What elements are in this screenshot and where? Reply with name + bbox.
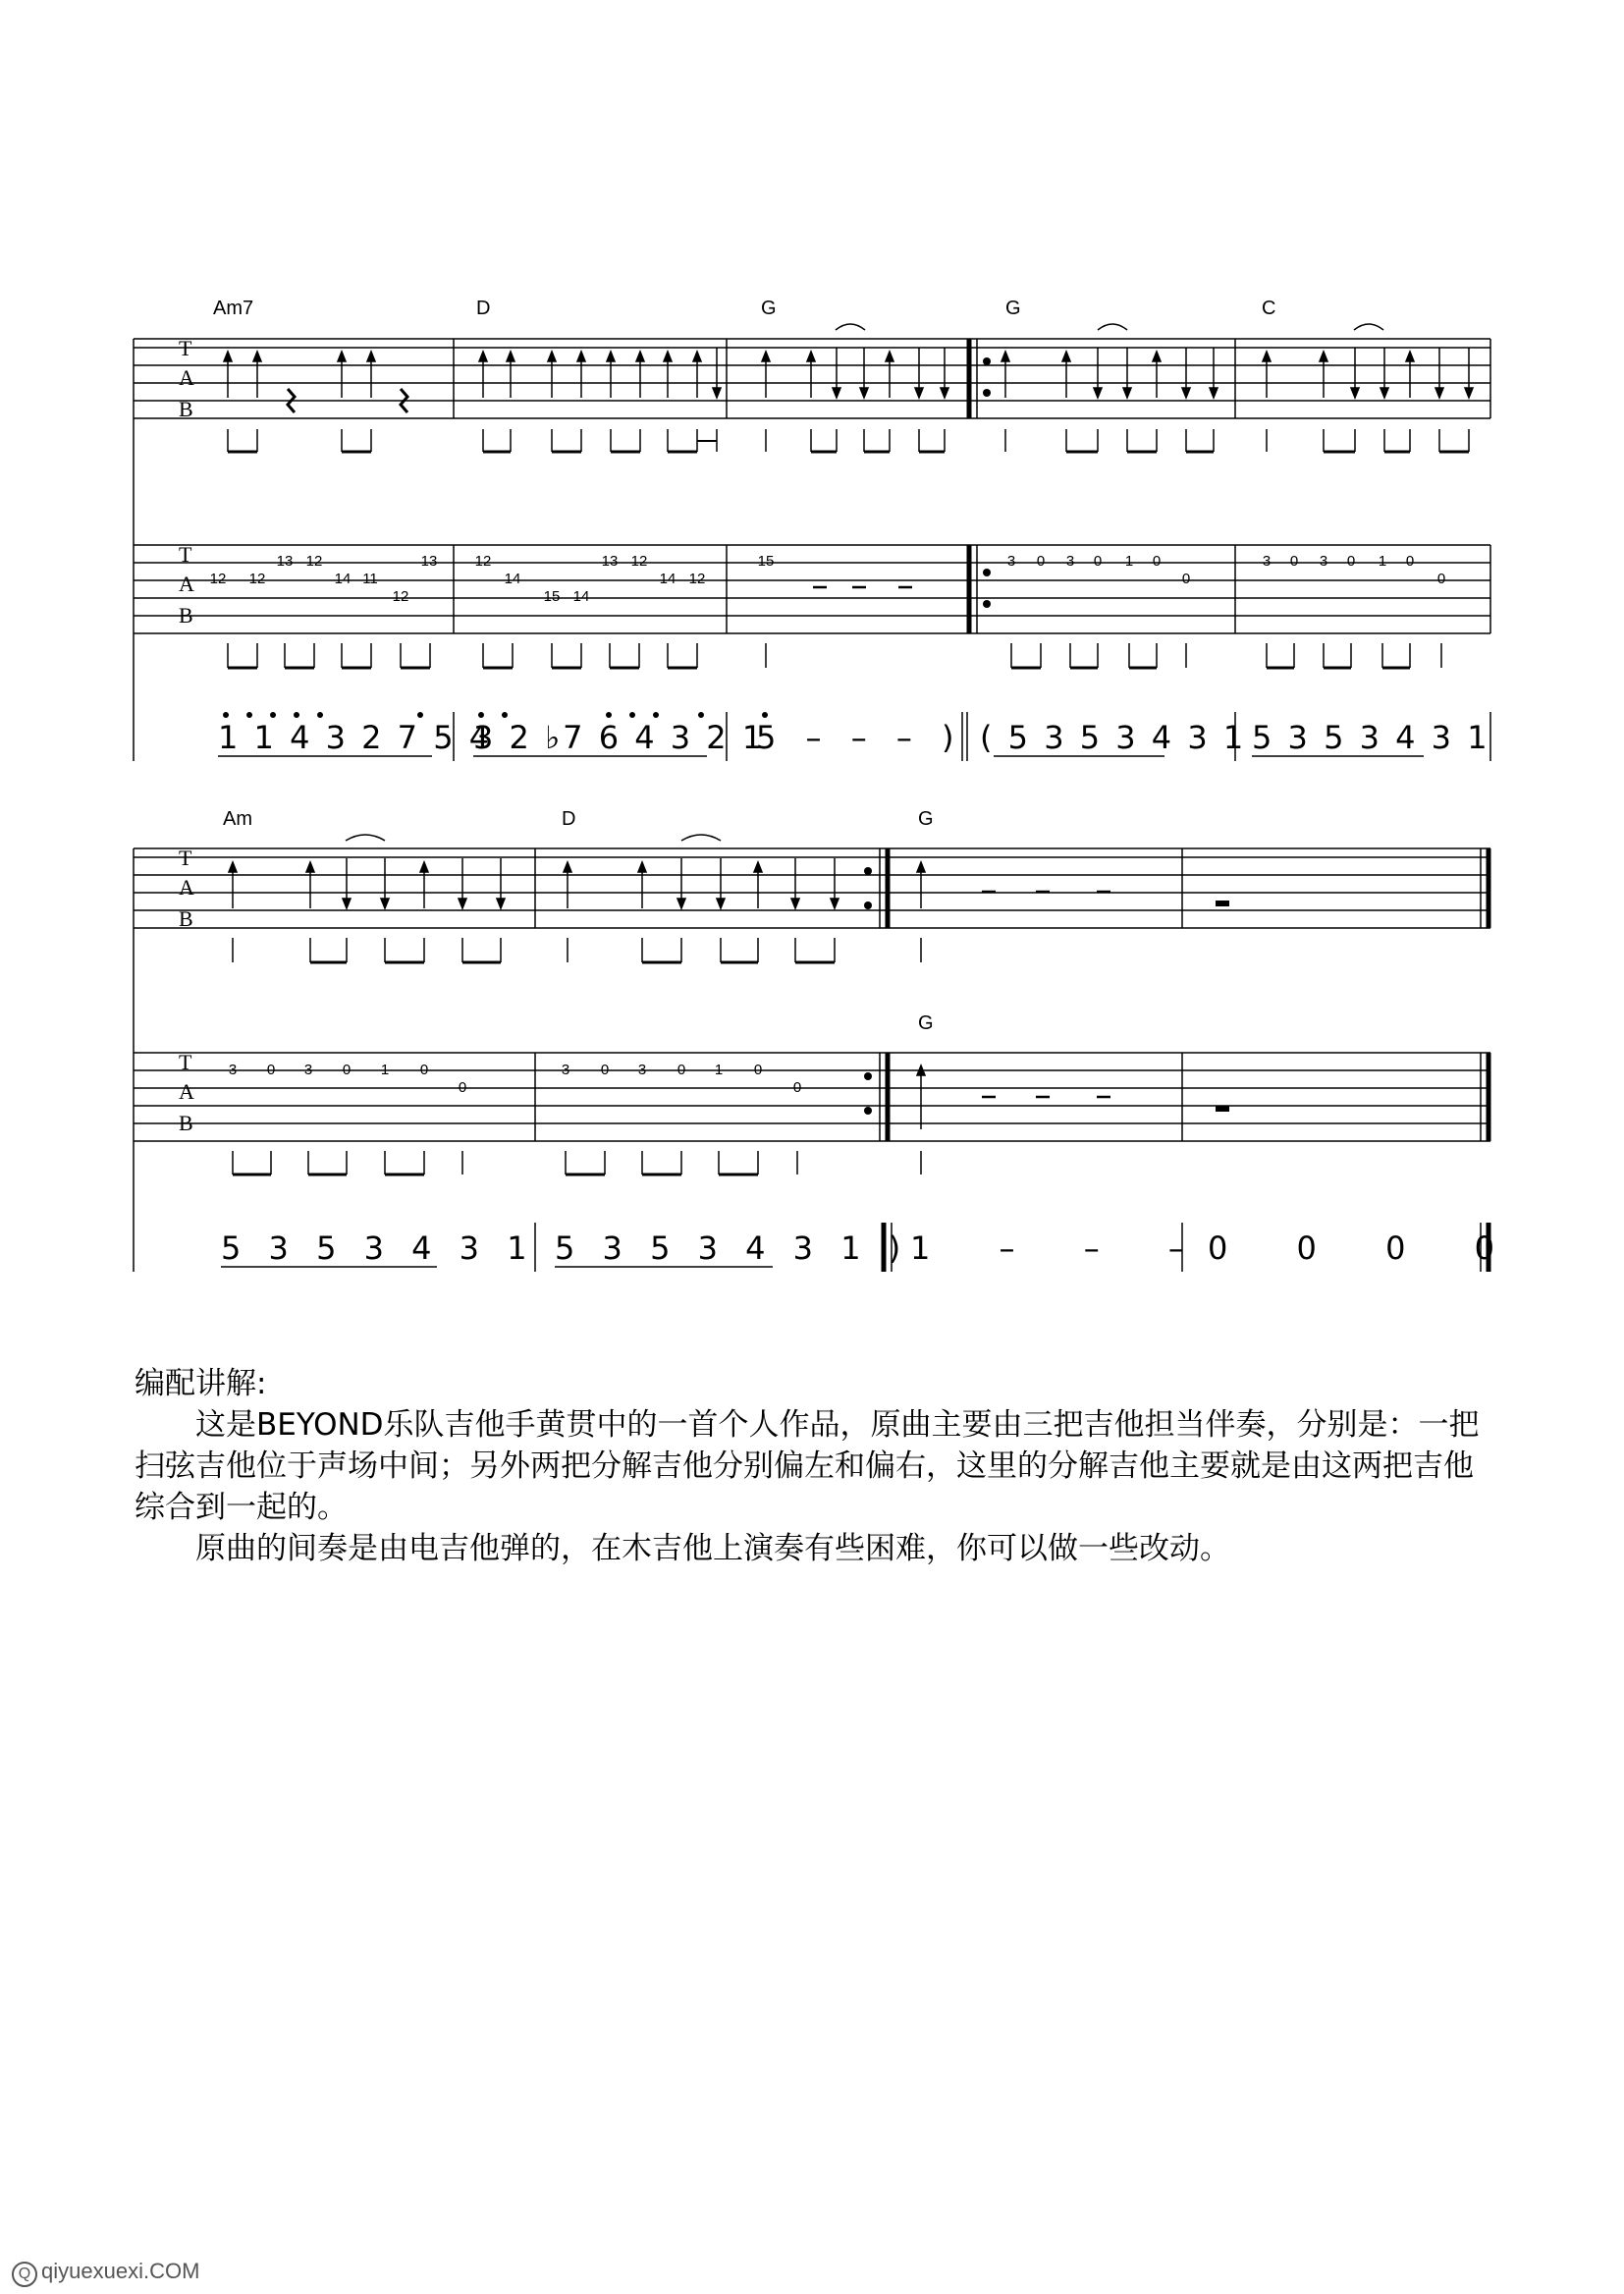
arrow-head — [497, 899, 505, 908]
chord-name: D — [562, 808, 576, 830]
arrangement-notes — [135, 1363, 1489, 1569]
arrow-head — [1380, 388, 1388, 398]
fret-number: 12 — [248, 571, 266, 587]
fret-number: 3 — [637, 1062, 647, 1078]
arrow-head — [860, 388, 868, 398]
jianpu-measure: 3 2 ♭7 6 4 3 2 1 — [473, 719, 766, 756]
tab-clefs — [179, 336, 194, 1135]
whole-rest — [1216, 901, 1229, 906]
rests — [813, 587, 1110, 1097]
tab-label-t: T — [179, 1050, 192, 1074]
fret-number: 0 — [677, 1062, 686, 1078]
arrow-head — [917, 1065, 925, 1075]
logo-icon: Q — [12, 2262, 37, 2287]
jianpu-measure: 5 – – – ) — [756, 719, 964, 756]
rhythm-stems — [228, 429, 1469, 1174]
fret-number: 15 — [543, 588, 561, 605]
jianpu-measure: 1 – – – — [910, 1229, 1214, 1267]
ties — [346, 324, 1383, 841]
chord-name: D — [476, 298, 491, 319]
tab-label-a: A — [179, 875, 194, 900]
tab-label-b: B — [179, 603, 193, 628]
tab-label-a: A — [179, 572, 194, 596]
fret-number: 1 — [714, 1062, 724, 1078]
chord-name: G — [1005, 298, 1021, 319]
notes-heading: 编配讲解: — [135, 1366, 267, 1401]
arrow-head — [1406, 352, 1414, 361]
arrow-head — [1465, 388, 1473, 398]
jianpu-measure: 5 3 5 3 4 3 1 ) — [555, 1229, 910, 1267]
fret-number: 3 — [561, 1062, 570, 1078]
arrow-head — [1210, 388, 1218, 398]
fret-number: 12 — [688, 571, 706, 587]
arrow-head — [791, 899, 799, 908]
arrow-head — [917, 862, 925, 872]
arrow-head — [1182, 388, 1190, 398]
tab-label-t: T — [179, 542, 192, 567]
arrow-head — [941, 388, 948, 398]
jianpu-measure: 5 3 5 3 4 3 1 — [221, 1229, 536, 1267]
arrow-head — [1320, 352, 1327, 361]
arrow-head — [833, 388, 840, 398]
chord-name: Am7 — [213, 298, 254, 319]
fret-number: 12 — [630, 553, 648, 570]
tab-label-t: T — [179, 336, 192, 360]
chord-name: Am — [223, 808, 252, 830]
tab-label-b: B — [179, 1111, 193, 1135]
strum-staff-1 — [134, 339, 1490, 761]
fret-number: 11 — [362, 571, 378, 587]
arrow-head — [507, 352, 514, 361]
fret-number: 0 — [1405, 553, 1415, 570]
tab-label-a: A — [179, 1079, 194, 1104]
arrow-head — [886, 352, 893, 361]
jianpu-measure: 0 0 0 0 — [1208, 1229, 1524, 1267]
arrow-head — [762, 352, 770, 361]
fret-number: 12 — [305, 553, 323, 570]
tab-label-t: T — [179, 846, 192, 870]
arrow-head — [713, 388, 721, 398]
fret-number: 14 — [572, 588, 590, 605]
arrow-head — [1263, 352, 1271, 361]
fret-number: 15 — [757, 553, 775, 570]
tab-staff-2 — [134, 1053, 1490, 1141]
arrow-head — [577, 352, 585, 361]
chord-name: G — [918, 808, 934, 830]
fret-number: 0 — [600, 1062, 610, 1078]
arrow-head — [253, 352, 261, 361]
fret-number: 0 — [792, 1079, 802, 1096]
fret-number: 13 — [276, 553, 294, 570]
notes-paragraph: 这是BEYOND乐队吉他手黄贯中的一首个人作品，原曲主要由三把吉他担当伴奏，分别是：一把扫弦吉他位于声场中间；另外两把分解吉他分别偏左和偏右，这里的分解吉他主要就是由这两把吉他综合到一起的。 — [135, 1407, 1480, 1525]
fret-number: 13 — [420, 553, 438, 570]
tab-label-b: B — [179, 397, 193, 421]
fret-number: 0 — [1346, 553, 1356, 570]
fret-number: 14 — [504, 571, 521, 587]
jianpu-measure: 5 3 5 3 4 3 1 — [1252, 719, 1490, 756]
tab-label-a: A — [179, 365, 194, 390]
fret-number: 14 — [334, 571, 352, 587]
fret-number: 0 — [458, 1079, 467, 1096]
arrow-head — [607, 352, 615, 361]
arrow-head — [636, 352, 644, 361]
arrow-head — [1435, 388, 1443, 398]
jianpu-measure: 1 1 4 3 2 7 5 4 — [218, 719, 493, 756]
arrow-head — [1001, 352, 1009, 361]
arrow-head — [831, 899, 839, 908]
tab-label-b: B — [179, 906, 193, 931]
arrow-head — [1153, 352, 1161, 361]
arrow-head — [459, 899, 466, 908]
chord-names — [213, 298, 1275, 1034]
fret-number: 1 — [380, 1062, 390, 1078]
fret-number: 3 — [1065, 553, 1075, 570]
arrow-head — [1062, 352, 1070, 361]
whole-rest — [1216, 1106, 1229, 1112]
octave-dots — [223, 712, 768, 718]
arrow-head — [224, 352, 232, 361]
fret-number: 0 — [1152, 553, 1162, 570]
notes-paragraph: 原曲的间奏是由电吉他弹的，在木吉他上演奏有些困难，你可以做一些改动。 — [195, 1531, 1230, 1566]
arrow-head — [564, 862, 571, 872]
fret-number: 0 — [1436, 571, 1446, 587]
arrow-head — [664, 352, 672, 361]
fret-number: 3 — [1262, 553, 1272, 570]
fret-number: 13 — [601, 553, 619, 570]
fret-number: 0 — [419, 1062, 429, 1078]
fret-numbers — [210, 553, 1446, 1096]
arrow-head — [306, 862, 314, 872]
fret-number: 3 — [303, 1062, 313, 1078]
arrow-head — [338, 352, 346, 361]
watermark — [12, 2259, 199, 2287]
jianpu-underlines — [218, 756, 1424, 1267]
arrow-head — [693, 352, 701, 361]
arrow-head — [367, 352, 375, 361]
watermark-text: qiyuexuexi.COM — [41, 2259, 200, 2283]
fret-number: 12 — [474, 553, 492, 570]
arrow-head — [420, 862, 428, 872]
fret-number: 3 — [1006, 553, 1016, 570]
fret-number: 1 — [1124, 553, 1134, 570]
arrow-head — [717, 899, 725, 908]
arrow-head — [479, 352, 487, 361]
chord-name: G — [761, 298, 777, 319]
fret-number: 0 — [1289, 553, 1299, 570]
fret-number: 0 — [1093, 553, 1103, 570]
arrow-head — [638, 862, 646, 872]
fret-number: 12 — [209, 571, 227, 587]
fret-number: 0 — [1036, 553, 1046, 570]
chord-name: C — [1262, 298, 1276, 319]
arrow-head — [1094, 388, 1102, 398]
tab-staff-1 — [134, 545, 1490, 633]
jianpu — [218, 719, 1524, 1267]
fret-number: 0 — [266, 1062, 276, 1078]
chord-name: G — [918, 1012, 934, 1034]
fret-number: 0 — [1181, 571, 1191, 587]
strum-staff-2 — [134, 848, 1490, 1272]
fret-number: 3 — [1319, 553, 1328, 570]
arrow-head — [229, 862, 237, 872]
arrow-head — [677, 899, 685, 908]
arrow-head — [1123, 388, 1131, 398]
arrow-head — [381, 899, 389, 908]
fret-number: 1 — [1378, 553, 1387, 570]
arrow-head — [548, 352, 556, 361]
fret-number: 0 — [753, 1062, 763, 1078]
arrow-head — [807, 352, 815, 361]
fret-number: 14 — [659, 571, 677, 587]
fret-number: 3 — [228, 1062, 238, 1078]
arrow-head — [1351, 388, 1359, 398]
fret-number: 12 — [392, 588, 409, 605]
arrow-head — [915, 388, 923, 398]
arrow-head — [754, 862, 762, 872]
fret-number: 0 — [342, 1062, 352, 1078]
jianpu-measure: ( 5 3 5 3 4 3 1 — [980, 719, 1247, 756]
arrow-head — [343, 899, 351, 908]
